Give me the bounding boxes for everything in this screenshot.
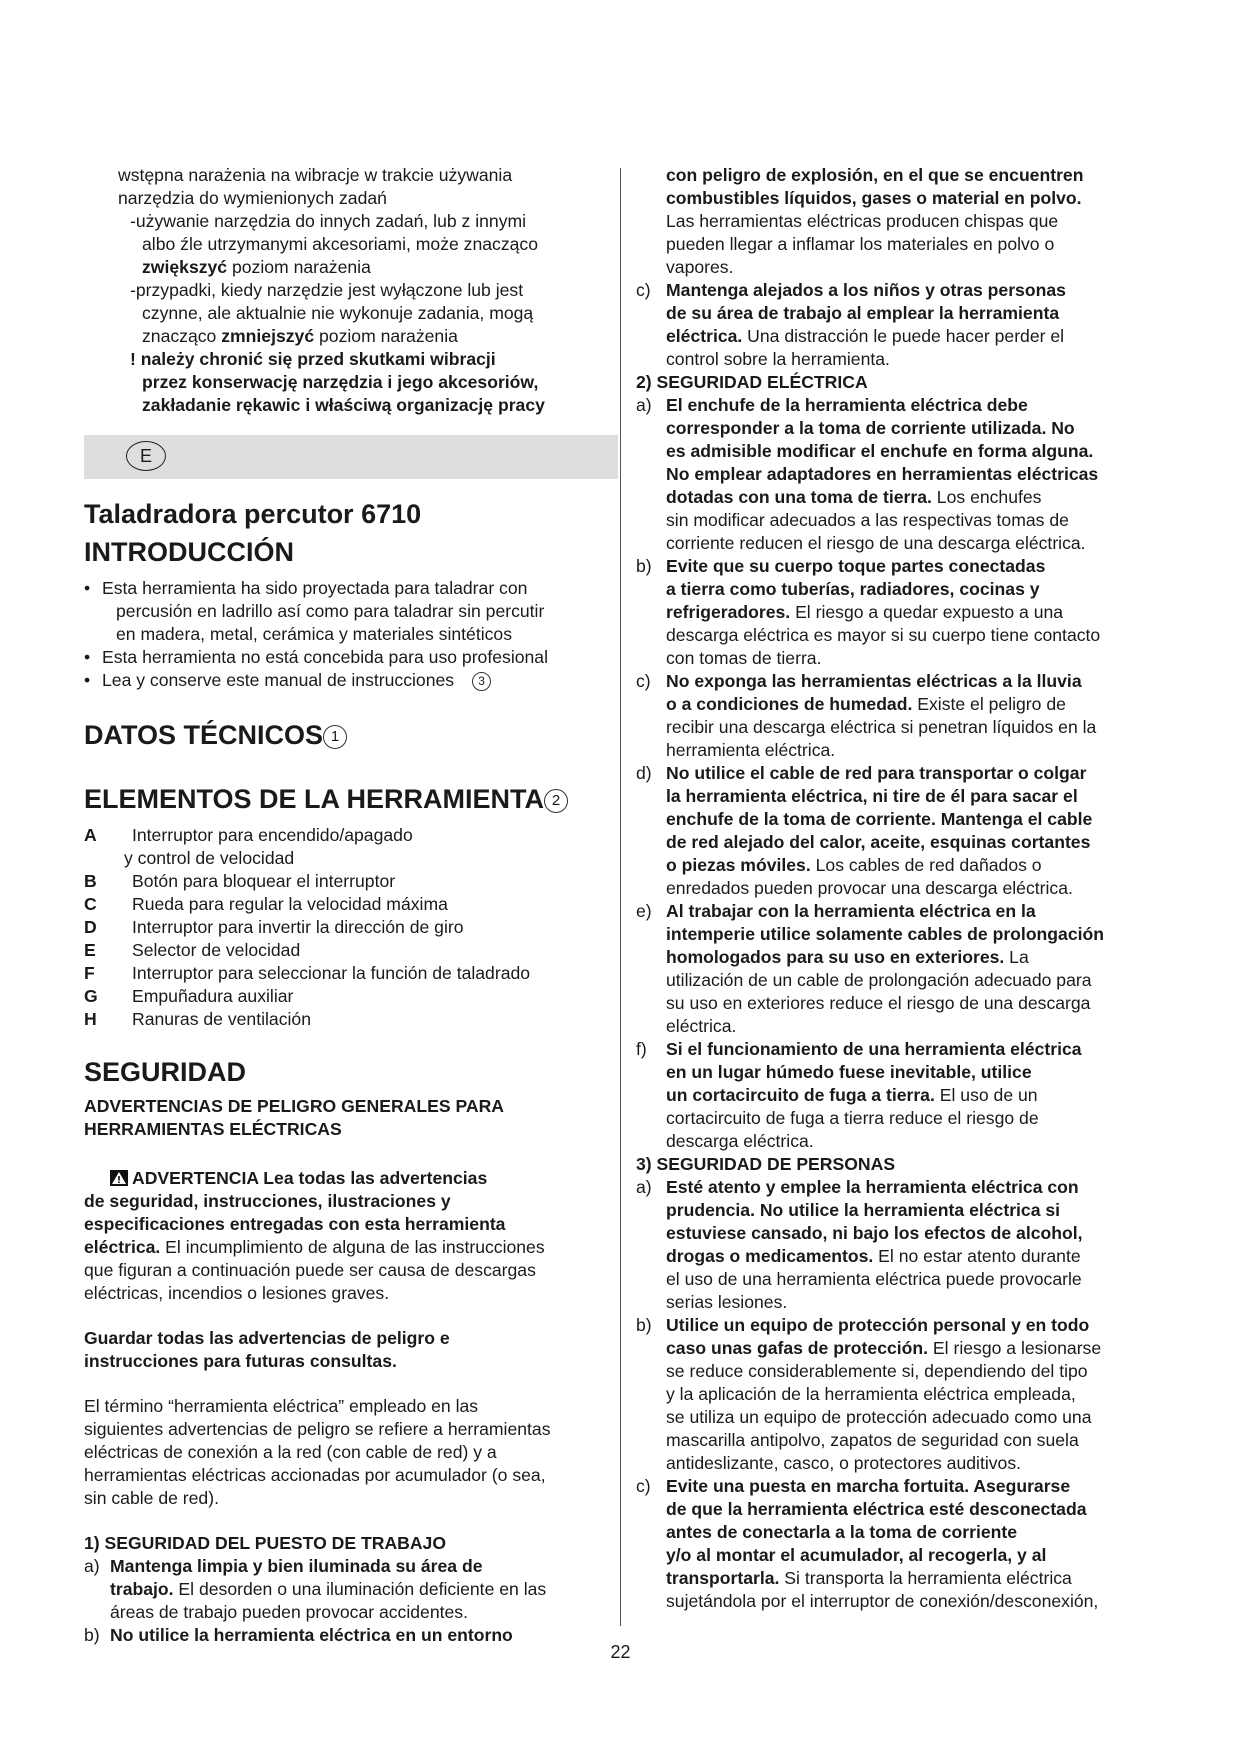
column-divider [620, 168, 621, 1626]
warning-icon [110, 1170, 128, 1186]
datos-heading: DATOS TÉCNICOS 1 [84, 718, 604, 752]
figure-ref-2: 2 [544, 789, 568, 813]
list-item: • Esta herramienta no está concebida para uso profesional [84, 646, 604, 669]
workplace-item-b-cont: con peligro de explosión, en el que se encuentren combustibles líquidos, gases o material en polvo. Las herramientas eléctricas producen chispas que pueden llegar a inflamar los materiales en polvo o vapores. [666, 165, 1084, 277]
figure-ref-1: 1 [323, 725, 347, 749]
electrical-safety-heading: 2) SEGURIDAD ELÉCTRICA [636, 372, 868, 392]
electrical-item-e: e) Al trabajar con la herramienta eléctrica en la intemperie utilice solamente cables de prolongación homologados para su uso en exteriores. La utilización de un cable de prolongación adecuado para su uso en exteriores reduce el riesgo de una descarga eléctrica. [636, 901, 1105, 1036]
figure-ref-3: 3 [472, 672, 491, 691]
electrical-item-d: d) No utilice el cable de red para transportar o colgar la herramienta eléctrica, ni tire de él para sacar el enchufe de la toma de corriente. Mantenga el cable de red alejado del calor, aceite, esquinas cortantes o piezas móviles. Los cables de red dañados o enredados pueden provocar una descarga eléctrica. [636, 763, 1093, 898]
intro-heading: INTRODUCCIÓN [84, 537, 294, 567]
workplace-item-c: c) Mantenga alejados a los niños y otras personas de su área de trabajo al emplear la herramienta eléctrica. Una distracción le puede hacer perder el control sobre la herramienta. [636, 280, 1066, 369]
guardar-paragraph: Guardar todas las advertencias de peligro e instrucciones para futuras consultas. [84, 1328, 450, 1371]
product-title: Taladradora percutor 6710 [84, 499, 422, 529]
seguridad-heading: SEGURIDAD [84, 1057, 247, 1087]
language-section-bar [84, 435, 618, 479]
electrical-item-c: c) No exponga las herramientas eléctricas a la lluvia o a condiciones de humedad. Existe el peligro de recibir una descarga eléctrica si penetran líquidos en la herramienta eléctrica. [636, 671, 1097, 760]
polish-vibration-paragraph: wstępna narażenia na wibracje w trakcie używania narzędzia do wymienionych zadań -używanie narzędzia do innych zadań, lub z innymi albo źle utrzymanymi akcesoriami, może znacząco zwiększyć poziom narażenia -przypadki, kiedy narzędzie jest wyłączone lub jest czynne, ale aktualnie nie wykonuje zadania, mogą znacząco zmniejszyć poziom narażenia ! należy chronić się przed skutkami wibracji przez konserwację narzędzia i jego akcesoriów, zakładanie rękawic i właściwą organizację pracy [118, 164, 604, 417]
workplace-item-a: a) Mantenga limpia y bien iluminada su área de trabajo. El desorden o una iluminación deficiente en las áreas de trabajo pueden provocar accidentes. [84, 1556, 547, 1622]
list-item: • Lea y conserve este manual de instrucciones 3 [84, 669, 604, 692]
elements-list: A Interruptor para encendido/apagado y control de velocidad B Botón para bloquear el interruptor C Rueda para regular la velocidad máxima D Interruptor para invertir la dirección de giro E Selector de velocidad F Interruptor para seleccionar la función de taladrado G Empuñadura auxiliar H Ranuras de ventilación [84, 825, 531, 1029]
electrical-item-b: b) Evite que su cuerpo toque partes conectadas a tierra como tuberías, radiadores, cocinas y refrigeradores. El riesgo a quedar expuesto a una descarga eléctrica es mayor si su cuerpo tiene contacto con tomas de tierra. [636, 556, 1101, 668]
page-number: 22 [610, 1642, 631, 1662]
warning-paragraph: ADVERTENCIA Lea todas las advertencias de seguridad, instrucciones, ilustraciones y especificaciones entregadas con esta herramienta eléctrica. El incumplimiento de alguna de las instrucciones que figuran a continuación puede ser causa de descargas eléctricas, incendios o lesiones graves. [84, 1168, 545, 1303]
personal-safety-heading: 3) SEGURIDAD DE PERSONAS [636, 1154, 896, 1174]
term-paragraph: El término “herramienta eléctrica” empleado en las siguientes advertencias de peligro se refiere a herramientas eléctricas de conexión a la red (con cable de red) y a herramientas eléctricas accionadas por acumulador (o sea, sin cable de red). [84, 1396, 551, 1508]
workplace-safety-heading: 1) SEGURIDAD DEL PUESTO DE TRABAJO [84, 1533, 447, 1553]
list-item: • Esta herramienta ha sido proyectada para taladrar con percusión en ladrillo así como para taladrar sin percutir en madera, metal, cerámica y materiales sintéticos [84, 577, 604, 646]
personal-item-b: b) Utilice un equipo de protección personal y en todo caso unas gafas de protección. El riesgo a lesionarse se reduce considerablemente si, dependiendo del tipo y la aplicación de la herramienta eléctrica empleada, se utiliza un equipo de protección adecuado como una mascarilla antipolvo, zapatos de seguridad con suela antideslizante, casco, o protectores auditivos. [636, 1315, 1102, 1473]
elementos-heading: ELEMENTOS DE LA HERRAMIENTA 2 [84, 782, 604, 816]
vibration-warning: ! należy chronić się przed skutkami wibracji [130, 349, 496, 369]
seguridad-subheading: ADVERTENCIAS DE PELIGRO GENERALES PARA HERRAMIENTAS ELÉCTRICAS [84, 1096, 505, 1139]
intro-list [84, 577, 604, 692]
right-column [636, 164, 1160, 1613]
electrical-item-f: f) Si el funcionamiento de una herramienta eléctrica en un lugar húmedo fuese inevitable, utilice un cortacircuito de fuga a tierra. El uso de un cortacircuito de fuga a tierra reduce el riesgo de descarga eléctrica. [636, 1039, 1082, 1151]
workplace-item-b: b) No utilice la herramienta eléctrica en un entorno [84, 1625, 513, 1645]
personal-item-a: a) Esté atento y emplee la herramienta eléctrica con prudencia. No utilice la herramienta eléctrica si estuviese cansado, ni bajo los efectos de alcohol, drogas o medicamentos. El no estar atento durante el uso de una herramienta eléctrica puede provocarle serias lesiones. [636, 1177, 1083, 1312]
personal-item-c: c) Evite una puesta en marcha fortuita. Asegurarse de que la herramienta eléctrica esté desconectada antes de conectarla a la toma de corriente y/o al montar el acumulador, al recogerla, y al transportarla. Si transporta la herramienta eléctrica sujetándola por el interruptor de conexión/desconexión, [636, 1476, 1099, 1611]
language-badge: E [126, 441, 166, 471]
left-column [84, 164, 604, 1647]
electrical-item-a: a) El enchufe de la herramienta eléctrica debe corresponder a la toma de corriente utilizada. No es admisible modificar el enchufe en forma alguna. No emplear adaptadores en herramientas eléctricas dotadas con una toma de tierra. Los enchufes sin modificar adecuados a las respectivas tomas de corriente reducen el riesgo de una descarga eléctrica. [636, 395, 1099, 553]
